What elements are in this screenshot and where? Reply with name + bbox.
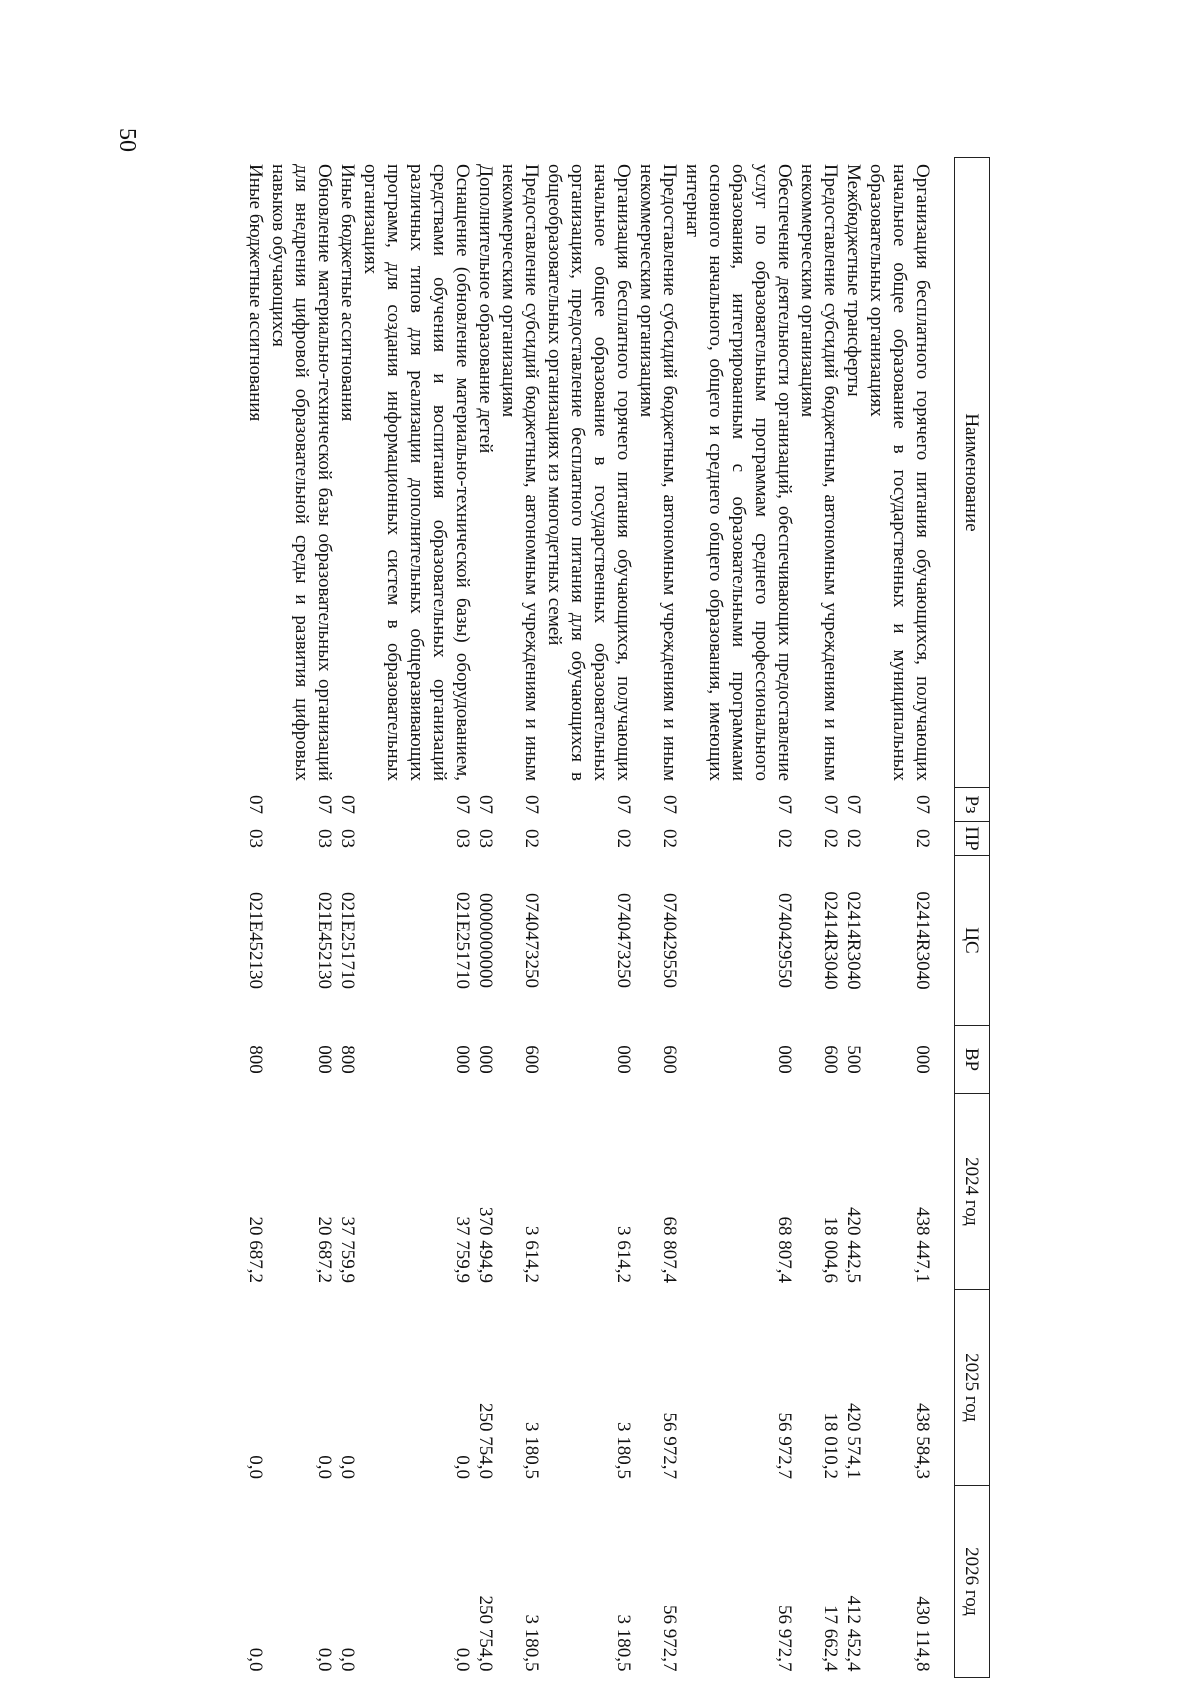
- row-2024: 37 759,9: [337, 1216, 358, 1283]
- row-vr: 000: [912, 1045, 933, 1074]
- row-pr: 02: [613, 829, 634, 848]
- row-vr: 600: [820, 1045, 841, 1074]
- row-2026: 0,0: [452, 1647, 473, 1672]
- table-row: [336, 158, 359, 1678]
- header-vr: ВР: [955, 1026, 990, 1094]
- row-vr: 500: [843, 1045, 864, 1074]
- row-name: Иные бюджетные ассигнования: [245, 164, 266, 422]
- row-rz: 07: [843, 795, 864, 814]
- row-2025: 0,0: [314, 1455, 335, 1479]
- row-pr: 02: [912, 829, 933, 848]
- row-2026: 0,0: [337, 1647, 358, 1672]
- table-row: [474, 158, 497, 1678]
- header-name: Наименование: [955, 158, 990, 788]
- row-2025: 250 754,0: [475, 1403, 496, 1479]
- header-2025: 2025 год: [955, 1290, 990, 1486]
- header-2026: 2026 год: [955, 1486, 990, 1678]
- row-rz: 07: [475, 795, 496, 814]
- row-cs: 021E452130: [245, 891, 266, 990]
- table-row: [796, 158, 842, 1678]
- row-cs: 0740473250: [613, 893, 634, 988]
- row-rz: 07: [774, 795, 795, 814]
- row-vr: 800: [337, 1045, 358, 1074]
- row-2026: 0,0: [314, 1647, 335, 1672]
- row-pr: 03: [452, 829, 473, 848]
- row-name: Оснащение (обновление материально-технической базы) оборудованием, средствами обучения и воспитания образовательных организаций различных типов для реализации дополнительных общеразвивающих программ, для создания информационных систем в образовательных организациях: [360, 164, 473, 781]
- row-2025: 56 972,7: [659, 1412, 680, 1479]
- row-cs: 02414R3040: [820, 891, 841, 990]
- row-name: Организация бесплатного горячего питания обучающихся, получающих начальное общее образование в государственных и муниципальных образовательных организациях: [866, 164, 933, 781]
- row-pr: 02: [774, 829, 795, 848]
- header-cs: ЦС: [955, 856, 990, 1026]
- row-vr: 600: [521, 1045, 542, 1074]
- row-name: Обеспечение деятельности организаций, обеспечивающих предоставление услуг по образовательным программам среднего профессионального образования, интегрированным с образовательными программами основного начального, общего и среднего общего образования, имеющих интернат: [682, 164, 795, 781]
- row-vr: 000: [475, 1045, 496, 1074]
- row-vr: 000: [452, 1045, 473, 1074]
- row-2026: 17 662,4: [820, 1605, 841, 1672]
- row-2024: 20 687,2: [314, 1216, 335, 1283]
- row-2025: 0,0: [452, 1455, 473, 1479]
- row-2024: 37 759,9: [452, 1216, 473, 1283]
- table-row: [267, 158, 336, 1678]
- row-2024: 420 442,5: [843, 1207, 864, 1283]
- page-number: 50: [114, 128, 140, 152]
- row-2024: 3 614,2: [613, 1226, 634, 1283]
- row-2025: 0,0: [337, 1455, 358, 1479]
- row-vr: 600: [659, 1045, 680, 1074]
- row-cs: 0000000000: [475, 893, 496, 988]
- row-2026: 250 754,0: [475, 1595, 496, 1672]
- row-2024: 20 687,2: [245, 1216, 266, 1283]
- row-2026: 430 114,8: [912, 1596, 933, 1672]
- row-name: Предоставление субсидий бюджетным, автономным учреждениям и иным некоммерческим организациям: [636, 164, 680, 781]
- table-row: [497, 158, 543, 1678]
- row-name: Предоставление субсидий бюджетным, автономным учреждениям и иным некоммерческим организациям: [498, 164, 542, 781]
- row-rz: 07: [820, 795, 841, 814]
- row-2025: 3 180,5: [613, 1422, 634, 1479]
- row-2025: 420 574,1: [843, 1403, 864, 1479]
- header-pr: ПР: [955, 822, 990, 856]
- row-2025: 3 180,5: [521, 1422, 542, 1479]
- table-header-row: [955, 158, 990, 1678]
- table-row: [681, 158, 796, 1678]
- row-2024: 18 004,6: [820, 1216, 841, 1283]
- row-pr: 03: [245, 829, 266, 848]
- row-2026: 412 452,4: [843, 1595, 864, 1672]
- row-pr: 02: [659, 829, 680, 848]
- row-rz: 07: [452, 795, 473, 814]
- table-row: [244, 158, 267, 1678]
- row-vr: 800: [245, 1045, 266, 1074]
- header-2024: 2024 год: [955, 1094, 990, 1290]
- table-row: [865, 158, 934, 1678]
- row-pr: 02: [521, 829, 542, 848]
- row-2024: 68 807,4: [774, 1216, 795, 1283]
- row-cs: 0740473250: [521, 893, 542, 988]
- rotated-page-content: [180, 157, 990, 1677]
- row-rz: 07: [659, 795, 680, 814]
- table-row: [359, 158, 474, 1678]
- row-vr: 000: [314, 1045, 335, 1074]
- row-2026: 0,0: [245, 1647, 266, 1672]
- table-row: [635, 158, 681, 1678]
- row-2025: 0,0: [245, 1455, 266, 1479]
- row-cs: 021E251710: [337, 891, 358, 990]
- row-2026: 56 972,7: [774, 1605, 795, 1672]
- row-rz: 07: [245, 795, 266, 814]
- row-2025: 56 972,7: [774, 1412, 795, 1479]
- header-rz: Рз: [955, 788, 990, 822]
- row-pr: 03: [475, 829, 496, 848]
- row-rz: 07: [613, 795, 634, 814]
- row-name: Организация бесплатного горячего питания обучающихся, получающих начальное общее образование в государственных образовательных организациях, предоставление бесплатного питания для обучающихся в общеобразовательных организациях из многодетных семей: [544, 164, 634, 781]
- row-pr: 03: [314, 829, 335, 848]
- row-2024: 370 494,9: [475, 1207, 496, 1283]
- row-pr: 02: [843, 829, 864, 848]
- row-cs: 021E452130: [314, 891, 335, 990]
- row-cs: 02414R3040: [912, 891, 933, 990]
- row-rz: 07: [337, 795, 358, 814]
- row-cs: 0740429550: [659, 893, 680, 988]
- row-2024: 3 614,2: [521, 1226, 542, 1283]
- row-2025: 18 010,2: [820, 1412, 841, 1479]
- row-name: Иные бюджетные ассигнования: [337, 164, 358, 422]
- row-name: Дополнительное образование детей: [475, 164, 496, 454]
- row-cs: 0740429550: [774, 893, 795, 988]
- row-rz: 07: [521, 795, 542, 814]
- row-vr: 000: [613, 1045, 634, 1074]
- row-pr: 02: [820, 829, 841, 848]
- row-cs: 021E251710: [452, 891, 473, 990]
- row-pr: 03: [337, 829, 358, 848]
- row-2025: 438 584,3: [912, 1403, 933, 1479]
- table-row: [543, 158, 635, 1678]
- row-rz: 07: [314, 795, 335, 814]
- row-name: Обновление материально-технической базы образовательных организаций для внедрения цифровой образовательной среды и развития цифровых навыков обучающихся: [268, 164, 335, 781]
- row-2026: 3 180,5: [613, 1614, 634, 1672]
- row-name: Межбюджетные трансферты: [843, 164, 864, 397]
- row-2026: 56 972,7: [659, 1605, 680, 1672]
- table-row: [842, 158, 865, 1678]
- row-name: Предоставление субсидий бюджетным, автономным учреждениям и иным некоммерческим организациям: [797, 164, 841, 781]
- row-rz: 07: [912, 795, 933, 814]
- row-cs: 02414R3040: [843, 891, 864, 990]
- budget-table: [244, 157, 990, 1678]
- row-2024: 68 807,4: [659, 1216, 680, 1283]
- row-2026: 3 180,5: [521, 1614, 542, 1672]
- row-2024: 438 447,1: [912, 1207, 933, 1283]
- row-vr: 000: [774, 1045, 795, 1074]
